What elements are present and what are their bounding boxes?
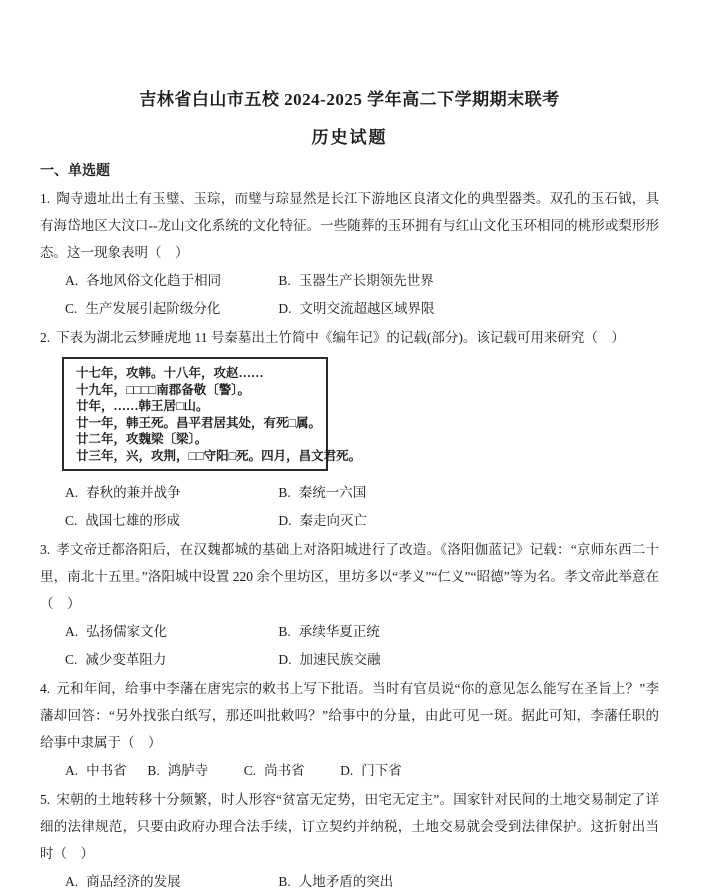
question-3-options-row-1 — [40, 618, 659, 645]
question-4-text: 元和年间，给事中李藩在唐宪宗的敕书上写下批语。当时有官员说“你的意见怎么能写在圣旨上？”李藩却回答：“另外找张白纸写，那还叫批敕吗？”给事中的分量，由此可见一斑。据此可知，李藩任职的给事中隶属于（ ） — [40, 681, 659, 750]
excerpt-line: 十九年，□□□□南郡备敬〔警〕。 — [76, 382, 250, 397]
question-2-number: 2. — [40, 330, 51, 345]
excerpt-line: 廿一年，韩王死。昌平君居其处，有死□属。 — [76, 415, 322, 430]
question-1-options-row-2 — [40, 295, 659, 322]
question-1-option-a: A. 各地风俗文化趋于相同 — [65, 273, 222, 288]
question-3-options-row-2 — [40, 646, 659, 673]
question-3-option-d: D. 加速民族交融 — [278, 652, 381, 667]
question-2-options-row-2 — [40, 507, 659, 534]
question-5-option-b: B. 人地矛盾的突出 — [278, 874, 394, 889]
question-2-options-row-1 — [40, 479, 659, 506]
question-4-option-c: C. 尚书省 — [243, 763, 305, 778]
question-4-option-a: A. 中书省 — [65, 763, 127, 778]
question-3-text: 孝文帝迁都洛阳后，在汉魏都城的基础上对洛阳城进行了改造。《洛阳伽蓝记》记载：“京师东西二十里，南北十五里。”洛阳城中设置 220 余个里坊区，里坊多以“孝义”“仁义”“昭德”等为名。孝文帝此举意在（ ） — [40, 542, 659, 611]
question-1-option-d: D. 文明交流超越区域界限 — [278, 301, 435, 316]
question-2-option-b: B. 秦统一六国 — [278, 485, 367, 500]
question-2 — [40, 324, 659, 534]
excerpt-line: 廿三年，兴，攻荆，□□守阳□死。四月，昌文君死。 — [76, 448, 362, 463]
question-4-stem — [40, 675, 659, 756]
question-2-text: 下表为湖北云梦睡虎地 11 号秦墓出土竹简中《编年记》的记载(部分)。该记载可用来研究（ ） — [56, 330, 625, 345]
question-1-stem — [40, 185, 659, 266]
question-5 — [40, 786, 659, 895]
question-1-option-c: C. 生产发展引起阶级分化 — [65, 301, 221, 316]
excerpt-line: 廿二年，攻魏梁〔梁〕。 — [76, 432, 208, 446]
question-3-stem — [40, 536, 659, 617]
question-2-stem — [40, 324, 659, 351]
question-1-text: 陶寺遗址出土有玉璧、玉琮，而璧与琮显然是长江下游地区良渚文化的典型器类。双孔的玉石钺，具有海岱地区大汶口--龙山文化系统的文化特征。一些随葬的玉环拥有与红山文化玉环相同的桃形或梨形形态。这一现象表明（ ） — [40, 191, 659, 260]
excerpt-line: 十七年，攻韩。十八年，攻赵…… — [76, 366, 264, 380]
question-4-options-row — [40, 757, 659, 784]
question-3 — [40, 536, 659, 673]
section-heading: 一、单选题 — [40, 164, 110, 179]
question-4-option-b: B. 鸿胪寺 — [147, 763, 209, 778]
question-5-options-row-1 — [40, 868, 659, 895]
question-3-number: 3. — [40, 542, 51, 557]
question-1-options-row-1 — [40, 267, 659, 294]
question-2-option-c: C. 战国七雄的形成 — [65, 513, 180, 528]
excerpt-line: 廿年，……韩王居□山。 — [76, 399, 209, 413]
question-3-option-c: C. 减少变革阻力 — [65, 652, 167, 667]
question-5-number: 5. — [40, 792, 51, 807]
question-2-option-a: A. 春秋的兼并战争 — [65, 485, 181, 500]
question-5-stem — [40, 786, 659, 867]
paper-title: 吉林省白山市五校 2024-2025 学年高二下学期期末联考 — [139, 90, 560, 109]
question-5-option-a: A. 商品经济的发展 — [65, 874, 181, 889]
question-1-number: 1. — [40, 191, 51, 206]
question-5-text: 宋朝的土地转移十分频繁，时人形容“贫富无定势，田宅无定主”。国家针对民间的土地交易制定了详细的法律规范，只要由政府办理合法手续，订立契约并纳税，土地交易就会受到法律保护。这折射出当时（ ） — [40, 792, 659, 861]
question-4-option-d: D. 门下省 — [340, 763, 402, 778]
question-1-option-b: B. 玉器生产长期领先世界 — [278, 273, 434, 288]
question-2-option-d: D. 秦走向灭亡 — [278, 513, 367, 528]
question-2-source-box — [62, 357, 362, 471]
question-4-number: 4. — [40, 681, 51, 696]
question-3-option-a: A. 弘扬儒家文化 — [65, 624, 168, 639]
question-4 — [40, 675, 659, 784]
question-3-option-b: B. 承续华夏正统 — [278, 624, 380, 639]
question-1 — [40, 185, 659, 322]
paper-subtitle: 历史试题 — [311, 128, 388, 147]
